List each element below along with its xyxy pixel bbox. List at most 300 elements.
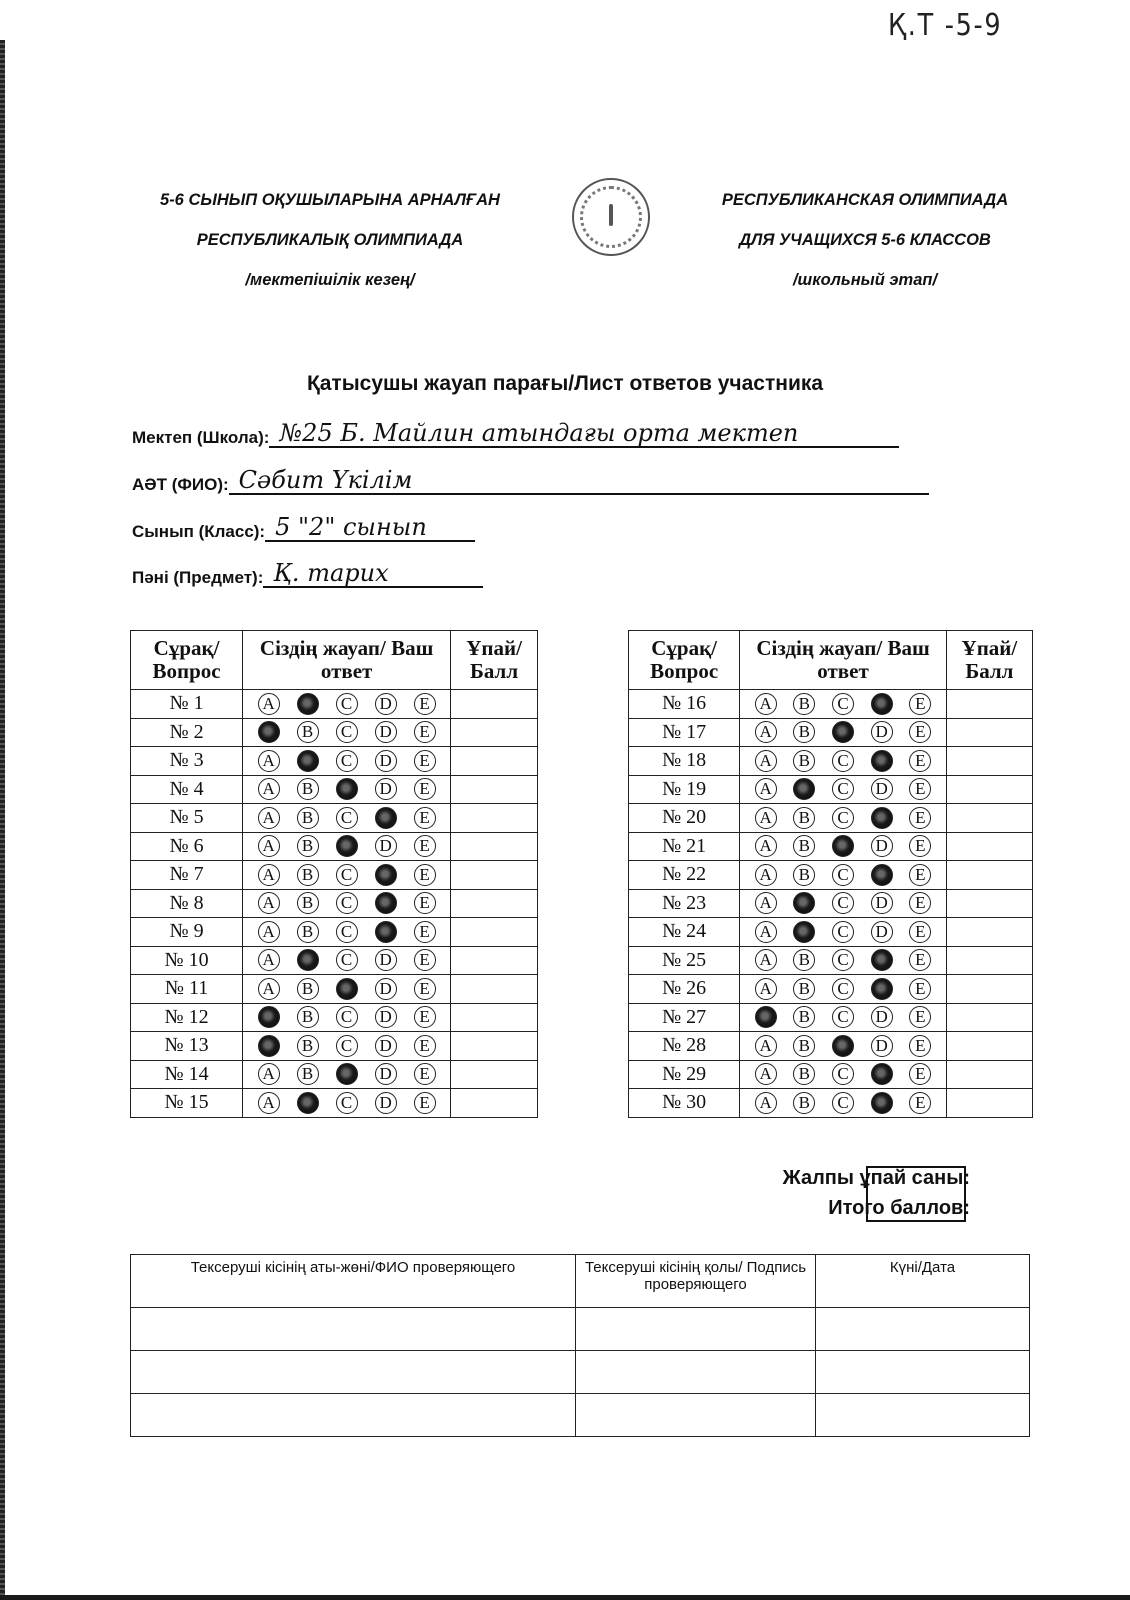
answer-bubble-a[interactable]: A bbox=[258, 1063, 280, 1085]
answer-bubble-b[interactable]: B bbox=[297, 778, 319, 800]
answer-bubble-a[interactable] bbox=[258, 721, 280, 743]
answer-bubble-a[interactable]: A bbox=[258, 835, 280, 857]
header-score: Ұпай/ Балл bbox=[946, 631, 1032, 690]
score-cell[interactable] bbox=[451, 1003, 538, 1032]
answer-bubble-d[interactable]: D bbox=[871, 721, 893, 743]
answer-bubble-c[interactable]: C bbox=[832, 750, 854, 772]
answer-bubble-e[interactable]: E bbox=[414, 864, 436, 886]
olympiad-emblem-icon bbox=[572, 178, 650, 256]
answer-bubble-d[interactable]: D bbox=[871, 1006, 893, 1028]
score-cell[interactable] bbox=[946, 861, 1032, 890]
answer-row bbox=[629, 775, 1033, 804]
school-value[interactable]: №25 Б. Майлин атындағы орта мектеп bbox=[269, 420, 899, 448]
answer-bubble-d[interactable]: D bbox=[375, 949, 397, 971]
answer-bubble-c[interactable]: C bbox=[832, 1092, 854, 1114]
answer-bubble-e[interactable]: E bbox=[909, 892, 931, 914]
subject-field[interactable] bbox=[132, 560, 483, 588]
answer-bubble-c[interactable]: C bbox=[336, 949, 358, 971]
score-cell[interactable] bbox=[451, 918, 538, 947]
answer-bubble-b[interactable]: B bbox=[297, 1063, 319, 1085]
answer-bubble-d[interactable]: D bbox=[375, 1063, 397, 1085]
answer-options bbox=[740, 1089, 947, 1118]
class-field[interactable] bbox=[132, 514, 475, 542]
answer-bubble-b[interactable] bbox=[297, 693, 319, 715]
header-question: Сұрақ/ Вопрос bbox=[629, 631, 740, 690]
answer-bubble-b[interactable]: B bbox=[793, 807, 815, 829]
subject-label: Пәні (Предмет): bbox=[132, 568, 264, 587]
total-score-box[interactable] bbox=[866, 1166, 966, 1222]
question-number: № 20 bbox=[629, 804, 740, 833]
answer-bubble-e[interactable]: E bbox=[414, 835, 436, 857]
answer-bubble-b[interactable] bbox=[793, 778, 815, 800]
checker-table bbox=[130, 1254, 1030, 1437]
answer-bubble-d[interactable] bbox=[375, 892, 397, 914]
answer-bubble-b[interactable]: B bbox=[793, 750, 815, 772]
answer-bubble-b[interactable]: B bbox=[793, 1063, 815, 1085]
header-score: Ұпай/ Балл bbox=[451, 631, 538, 690]
answer-bubble-e[interactable]: E bbox=[414, 1063, 436, 1085]
answer-row bbox=[629, 975, 1033, 1004]
answer-bubble-b[interactable]: B bbox=[297, 921, 319, 943]
answer-bubble-d[interactable]: D bbox=[375, 835, 397, 857]
class-label: Сынып (Класс): bbox=[132, 522, 266, 541]
answer-row bbox=[629, 1089, 1033, 1118]
answer-bubble-e[interactable]: E bbox=[414, 978, 436, 1000]
score-cell[interactable] bbox=[946, 946, 1032, 975]
question-number: № 4 bbox=[131, 775, 243, 804]
answer-row bbox=[629, 1060, 1033, 1089]
question-number: № 29 bbox=[629, 1060, 740, 1089]
answer-bubble-c[interactable]: C bbox=[832, 921, 854, 943]
answer-row bbox=[629, 889, 1033, 918]
answer-options bbox=[740, 975, 947, 1004]
answer-bubble-e[interactable]: E bbox=[414, 721, 436, 743]
answer-row bbox=[131, 747, 538, 776]
answer-bubble-a[interactable] bbox=[258, 1006, 280, 1028]
score-cell[interactable] bbox=[946, 918, 1032, 947]
answer-bubble-e[interactable]: E bbox=[414, 1035, 436, 1057]
score-cell[interactable] bbox=[946, 1060, 1032, 1089]
checker-row bbox=[131, 1351, 1030, 1394]
answer-bubble-c[interactable] bbox=[832, 721, 854, 743]
answer-row bbox=[131, 1003, 538, 1032]
answer-options bbox=[243, 690, 451, 719]
answer-row bbox=[131, 718, 538, 747]
answer-bubble-a[interactable] bbox=[755, 1006, 777, 1028]
answer-bubble-e[interactable]: E bbox=[414, 949, 436, 971]
answer-bubble-b[interactable]: B bbox=[297, 892, 319, 914]
answer-bubble-e[interactable]: E bbox=[909, 1092, 931, 1114]
answer-bubble-d[interactable] bbox=[375, 807, 397, 829]
checker-row bbox=[131, 1394, 1030, 1437]
answer-row bbox=[131, 775, 538, 804]
checker-header-date: Күні/Дата bbox=[816, 1255, 1030, 1308]
answer-bubble-c[interactable]: C bbox=[832, 892, 854, 914]
score-cell[interactable] bbox=[451, 775, 538, 804]
answer-row bbox=[629, 747, 1033, 776]
score-cell[interactable] bbox=[946, 804, 1032, 833]
answer-bubble-a[interactable]: A bbox=[755, 921, 777, 943]
header-right bbox=[700, 190, 1030, 310]
question-number: № 27 bbox=[629, 1003, 740, 1032]
answer-bubble-d[interactable] bbox=[871, 1092, 893, 1114]
answer-options bbox=[740, 718, 947, 747]
name-value[interactable]: Сәбит Үкілім bbox=[229, 467, 929, 495]
answer-options bbox=[740, 918, 947, 947]
answer-bubble-b[interactable] bbox=[297, 750, 319, 772]
answer-bubble-e[interactable]: E bbox=[414, 778, 436, 800]
answer-bubble-d[interactable]: D bbox=[375, 721, 397, 743]
answer-bubble-b[interactable] bbox=[297, 949, 319, 971]
answer-bubble-d[interactable] bbox=[871, 864, 893, 886]
answer-options bbox=[243, 918, 451, 947]
answer-bubble-a[interactable] bbox=[258, 1035, 280, 1057]
answer-bubble-e[interactable]: E bbox=[909, 1035, 931, 1057]
header-right-line1: РЕСПУБЛИКАНСКАЯ ОЛИМПИАДА bbox=[721, 191, 1009, 209]
answer-bubble-d[interactable]: D bbox=[871, 921, 893, 943]
answer-options bbox=[243, 718, 451, 747]
answer-bubble-b[interactable]: B bbox=[793, 1092, 815, 1114]
answer-bubble-b[interactable]: B bbox=[297, 1035, 319, 1057]
question-number: № 25 bbox=[629, 946, 740, 975]
answer-bubble-a[interactable]: A bbox=[755, 1035, 777, 1057]
name-label: АӘТ (ФИО): bbox=[132, 475, 229, 494]
answer-bubble-d[interactable]: D bbox=[375, 750, 397, 772]
answer-bubble-d[interactable] bbox=[871, 978, 893, 1000]
header-answer: Сіздің жауап/ Ваш ответ bbox=[243, 631, 451, 690]
score-cell[interactable] bbox=[946, 747, 1032, 776]
question-number: № 21 bbox=[629, 832, 740, 861]
answer-bubble-e[interactable]: E bbox=[909, 1006, 931, 1028]
answer-bubble-e[interactable]: E bbox=[909, 978, 931, 1000]
answer-bubble-e[interactable]: E bbox=[414, 807, 436, 829]
answer-bubble-c[interactable] bbox=[832, 1035, 854, 1057]
answer-options bbox=[740, 690, 947, 719]
answer-bubble-b[interactable]: B bbox=[297, 835, 319, 857]
score-cell[interactable] bbox=[451, 1089, 538, 1118]
scan-border-left bbox=[0, 40, 5, 1600]
answer-bubble-a[interactable]: A bbox=[258, 1092, 280, 1114]
answer-bubble-c[interactable]: C bbox=[336, 750, 358, 772]
answer-bubble-c[interactable]: C bbox=[832, 1063, 854, 1085]
question-number: № 22 bbox=[629, 861, 740, 890]
answer-bubble-e[interactable]: E bbox=[909, 807, 931, 829]
answer-bubble-a[interactable]: A bbox=[755, 892, 777, 914]
answer-bubble-e[interactable]: E bbox=[414, 892, 436, 914]
score-cell[interactable] bbox=[946, 1003, 1032, 1032]
question-number: № 9 bbox=[131, 918, 243, 947]
answer-bubble-a[interactable]: A bbox=[258, 892, 280, 914]
checker-signature-cell[interactable] bbox=[576, 1351, 816, 1394]
question-number: № 14 bbox=[131, 1060, 243, 1089]
answer-row bbox=[629, 690, 1033, 719]
score-cell[interactable] bbox=[946, 832, 1032, 861]
answer-bubble-d[interactable] bbox=[871, 807, 893, 829]
answer-bubble-d[interactable]: D bbox=[375, 693, 397, 715]
score-cell[interactable] bbox=[946, 690, 1032, 719]
answer-bubble-c[interactable] bbox=[336, 835, 358, 857]
answer-bubble-a[interactable]: A bbox=[755, 721, 777, 743]
answer-bubble-b[interactable]: B bbox=[793, 721, 815, 743]
handwritten-code: Қ.Т -5-9 bbox=[888, 8, 1003, 43]
answer-bubble-b[interactable]: B bbox=[793, 949, 815, 971]
answer-bubble-c[interactable] bbox=[336, 978, 358, 1000]
answer-bubble-a[interactable]: A bbox=[258, 949, 280, 971]
answer-options bbox=[740, 832, 947, 861]
answer-options bbox=[243, 747, 451, 776]
score-cell[interactable] bbox=[946, 1032, 1032, 1061]
answer-bubble-b[interactable] bbox=[793, 921, 815, 943]
answer-row bbox=[629, 832, 1033, 861]
answer-bubble-d[interactable]: D bbox=[375, 778, 397, 800]
answer-bubble-e[interactable]: E bbox=[414, 1006, 436, 1028]
score-cell[interactable] bbox=[946, 718, 1032, 747]
answer-bubble-a[interactable]: A bbox=[755, 750, 777, 772]
answer-row bbox=[131, 889, 538, 918]
answer-bubble-c[interactable]: C bbox=[336, 892, 358, 914]
answer-bubble-a[interactable]: A bbox=[258, 750, 280, 772]
answer-row bbox=[629, 946, 1033, 975]
answer-bubble-d[interactable]: D bbox=[375, 1006, 397, 1028]
question-number: № 18 bbox=[629, 747, 740, 776]
answer-bubble-c[interactable]: C bbox=[832, 949, 854, 971]
question-number: № 6 bbox=[131, 832, 243, 861]
answer-bubble-e[interactable]: E bbox=[414, 1092, 436, 1114]
class-value[interactable]: 5 "2" сынып bbox=[265, 514, 475, 542]
checker-name-cell[interactable] bbox=[131, 1394, 576, 1437]
answer-bubble-e[interactable]: E bbox=[909, 921, 931, 943]
answer-row bbox=[131, 975, 538, 1004]
answer-options bbox=[740, 804, 947, 833]
answer-bubble-a[interactable]: A bbox=[755, 1092, 777, 1114]
answer-bubble-a[interactable]: A bbox=[755, 693, 777, 715]
answer-bubble-b[interactable]: B bbox=[793, 978, 815, 1000]
question-number: № 15 bbox=[131, 1089, 243, 1118]
answer-bubble-a[interactable]: A bbox=[755, 864, 777, 886]
answer-bubble-a[interactable]: A bbox=[258, 807, 280, 829]
answer-options bbox=[740, 1003, 947, 1032]
answer-options bbox=[740, 1060, 947, 1089]
answer-options bbox=[740, 946, 947, 975]
answer-bubble-e[interactable]: E bbox=[909, 949, 931, 971]
score-cell[interactable] bbox=[451, 804, 538, 833]
answer-options bbox=[243, 832, 451, 861]
answer-bubble-a[interactable]: A bbox=[755, 949, 777, 971]
answer-bubble-b[interactable]: B bbox=[297, 721, 319, 743]
answer-bubble-e[interactable]: E bbox=[909, 864, 931, 886]
checker-signature-cell[interactable] bbox=[576, 1394, 816, 1437]
answer-bubble-c[interactable]: C bbox=[832, 1006, 854, 1028]
answer-bubble-b[interactable]: B bbox=[793, 835, 815, 857]
score-cell[interactable] bbox=[451, 1060, 538, 1089]
header-left-line3: /мектепішілік кезең/ bbox=[245, 271, 415, 289]
answer-bubble-a[interactable]: A bbox=[258, 921, 280, 943]
answer-row bbox=[131, 946, 538, 975]
answer-bubble-a[interactable]: A bbox=[755, 778, 777, 800]
answer-bubble-d[interactable]: D bbox=[375, 1035, 397, 1057]
score-cell[interactable] bbox=[946, 1089, 1032, 1118]
score-cell[interactable] bbox=[451, 946, 538, 975]
answer-bubble-e[interactable]: E bbox=[909, 750, 931, 772]
answer-bubble-a[interactable]: A bbox=[755, 978, 777, 1000]
score-cell[interactable] bbox=[451, 889, 538, 918]
answer-options bbox=[243, 946, 451, 975]
checker-date-cell[interactable] bbox=[816, 1351, 1030, 1394]
answer-bubble-e[interactable]: E bbox=[909, 835, 931, 857]
question-number: № 11 bbox=[131, 975, 243, 1004]
answer-bubble-c[interactable]: C bbox=[336, 864, 358, 886]
answer-options bbox=[243, 1003, 451, 1032]
name-field[interactable] bbox=[132, 467, 929, 495]
score-cell[interactable] bbox=[451, 718, 538, 747]
question-number: № 19 bbox=[629, 775, 740, 804]
score-cell[interactable] bbox=[451, 832, 538, 861]
answer-bubble-e[interactable]: E bbox=[909, 778, 931, 800]
answer-row bbox=[629, 718, 1033, 747]
answer-row bbox=[629, 804, 1033, 833]
header-right-line3: /школьный этап/ bbox=[792, 271, 938, 289]
total-label-kz: Жалпы ұпай саны: bbox=[782, 1166, 970, 1189]
question-number: № 28 bbox=[629, 1032, 740, 1061]
question-number: № 17 bbox=[629, 718, 740, 747]
answer-bubble-b[interactable]: B bbox=[793, 1006, 815, 1028]
answer-bubble-c[interactable]: C bbox=[832, 807, 854, 829]
answer-bubble-c[interactable]: C bbox=[336, 1035, 358, 1057]
answer-bubble-c[interactable] bbox=[336, 778, 358, 800]
answer-bubble-c[interactable]: C bbox=[336, 807, 358, 829]
header-left-line1: 5-6 СЫНЫП ОҚУШЫЛАРЫНА АРНАЛҒАН bbox=[160, 191, 500, 209]
answer-bubble-c[interactable]: C bbox=[336, 921, 358, 943]
score-cell[interactable] bbox=[451, 690, 538, 719]
answer-row bbox=[629, 918, 1033, 947]
answer-bubble-e[interactable]: E bbox=[414, 750, 436, 772]
checker-date-cell[interactable] bbox=[816, 1308, 1030, 1351]
answer-row bbox=[131, 1060, 538, 1089]
answer-bubble-b[interactable]: B bbox=[793, 864, 815, 886]
answer-bubble-d[interactable]: D bbox=[871, 1035, 893, 1057]
school-field[interactable] bbox=[132, 420, 899, 448]
question-number: № 24 bbox=[629, 918, 740, 947]
answer-bubble-d[interactable] bbox=[871, 693, 893, 715]
answer-bubble-c[interactable]: C bbox=[336, 693, 358, 715]
score-cell[interactable] bbox=[946, 775, 1032, 804]
answer-bubble-a[interactable]: A bbox=[755, 835, 777, 857]
answer-bubble-d[interactable]: D bbox=[375, 978, 397, 1000]
answer-bubble-c[interactable]: C bbox=[336, 1092, 358, 1114]
answer-row bbox=[131, 861, 538, 890]
answer-bubble-b[interactable] bbox=[297, 1092, 319, 1114]
answer-options bbox=[243, 861, 451, 890]
header-left-line2: РЕСПУБЛИКАЛЫҚ ОЛИМПИАДА bbox=[196, 231, 464, 249]
answer-bubble-c[interactable]: C bbox=[832, 978, 854, 1000]
answer-bubble-a[interactable]: A bbox=[755, 1063, 777, 1085]
answer-row bbox=[131, 918, 538, 947]
answer-row bbox=[131, 690, 538, 719]
checker-signature-cell[interactable] bbox=[576, 1308, 816, 1351]
answer-bubble-e[interactable]: E bbox=[909, 1063, 931, 1085]
answer-bubble-d[interactable]: D bbox=[871, 835, 893, 857]
answer-bubble-a[interactable]: A bbox=[258, 778, 280, 800]
answer-bubble-b[interactable]: B bbox=[793, 693, 815, 715]
header-question: Сұрақ/ Вопрос bbox=[131, 631, 243, 690]
answer-row bbox=[629, 861, 1033, 890]
answer-bubble-a[interactable]: A bbox=[258, 978, 280, 1000]
answer-bubble-d[interactable] bbox=[871, 1063, 893, 1085]
answer-bubble-d[interactable] bbox=[871, 750, 893, 772]
answer-row bbox=[629, 1003, 1033, 1032]
answer-bubble-e[interactable]: E bbox=[414, 693, 436, 715]
answer-row bbox=[131, 804, 538, 833]
answer-bubble-d[interactable] bbox=[871, 949, 893, 971]
score-cell[interactable] bbox=[946, 889, 1032, 918]
question-number: № 13 bbox=[131, 1032, 243, 1061]
checker-header-signature: Тексеруші кісінің қолы/ Подпись проверяющего bbox=[576, 1255, 816, 1308]
answer-bubble-e[interactable]: E bbox=[909, 721, 931, 743]
answer-bubble-e[interactable]: E bbox=[414, 921, 436, 943]
answer-bubble-b[interactable]: B bbox=[297, 807, 319, 829]
score-cell[interactable] bbox=[451, 861, 538, 890]
answer-options bbox=[740, 1032, 947, 1061]
answer-options bbox=[243, 1089, 451, 1118]
answer-options bbox=[740, 861, 947, 890]
answer-row bbox=[131, 832, 538, 861]
score-cell[interactable] bbox=[451, 1032, 538, 1061]
answer-row bbox=[629, 1032, 1033, 1061]
answer-bubble-b[interactable]: B bbox=[297, 1006, 319, 1028]
answer-bubble-a[interactable]: A bbox=[258, 864, 280, 886]
answer-bubble-b[interactable] bbox=[793, 892, 815, 914]
score-cell[interactable] bbox=[451, 747, 538, 776]
scan-border-bottom bbox=[0, 1595, 1130, 1600]
question-number: № 10 bbox=[131, 946, 243, 975]
score-cell[interactable] bbox=[451, 975, 538, 1004]
question-number: № 3 bbox=[131, 747, 243, 776]
answer-options bbox=[243, 975, 451, 1004]
question-number: № 12 bbox=[131, 1003, 243, 1032]
answer-options bbox=[243, 804, 451, 833]
total-label-ru: Итого баллов: bbox=[828, 1196, 970, 1219]
answer-bubble-d[interactable] bbox=[375, 921, 397, 943]
answer-bubble-a[interactable]: A bbox=[258, 693, 280, 715]
question-number: № 30 bbox=[629, 1089, 740, 1118]
subject-value[interactable]: Қ. тарих bbox=[263, 560, 483, 588]
answer-bubble-b[interactable]: B bbox=[793, 1035, 815, 1057]
answer-bubble-c[interactable]: C bbox=[832, 864, 854, 886]
answer-options bbox=[740, 747, 947, 776]
answer-bubble-a[interactable]: A bbox=[755, 807, 777, 829]
answer-table-right bbox=[628, 630, 1033, 1118]
answer-bubble-d[interactable]: D bbox=[375, 1092, 397, 1114]
checker-name-cell[interactable] bbox=[131, 1308, 576, 1351]
answer-bubble-b[interactable]: B bbox=[297, 864, 319, 886]
answer-bubble-b[interactable]: B bbox=[297, 978, 319, 1000]
answer-bubble-c[interactable] bbox=[832, 835, 854, 857]
answer-options bbox=[243, 889, 451, 918]
score-cell[interactable] bbox=[946, 975, 1032, 1004]
header-right-line2: ДЛЯ УЧАЩИХСЯ 5-6 КЛАССОВ bbox=[739, 231, 991, 249]
answer-bubble-c[interactable]: C bbox=[336, 721, 358, 743]
answer-bubble-c[interactable]: C bbox=[336, 1006, 358, 1028]
answer-bubble-e[interactable]: E bbox=[909, 693, 931, 715]
checker-date-cell[interactable] bbox=[816, 1394, 1030, 1437]
answer-bubble-c[interactable]: C bbox=[832, 693, 854, 715]
answer-bubble-c[interactable]: C bbox=[832, 778, 854, 800]
answer-bubble-c[interactable] bbox=[336, 1063, 358, 1085]
answer-bubble-d[interactable]: D bbox=[871, 778, 893, 800]
answer-bubble-d[interactable] bbox=[375, 864, 397, 886]
checker-name-cell[interactable] bbox=[131, 1351, 576, 1394]
answer-bubble-d[interactable]: D bbox=[871, 892, 893, 914]
